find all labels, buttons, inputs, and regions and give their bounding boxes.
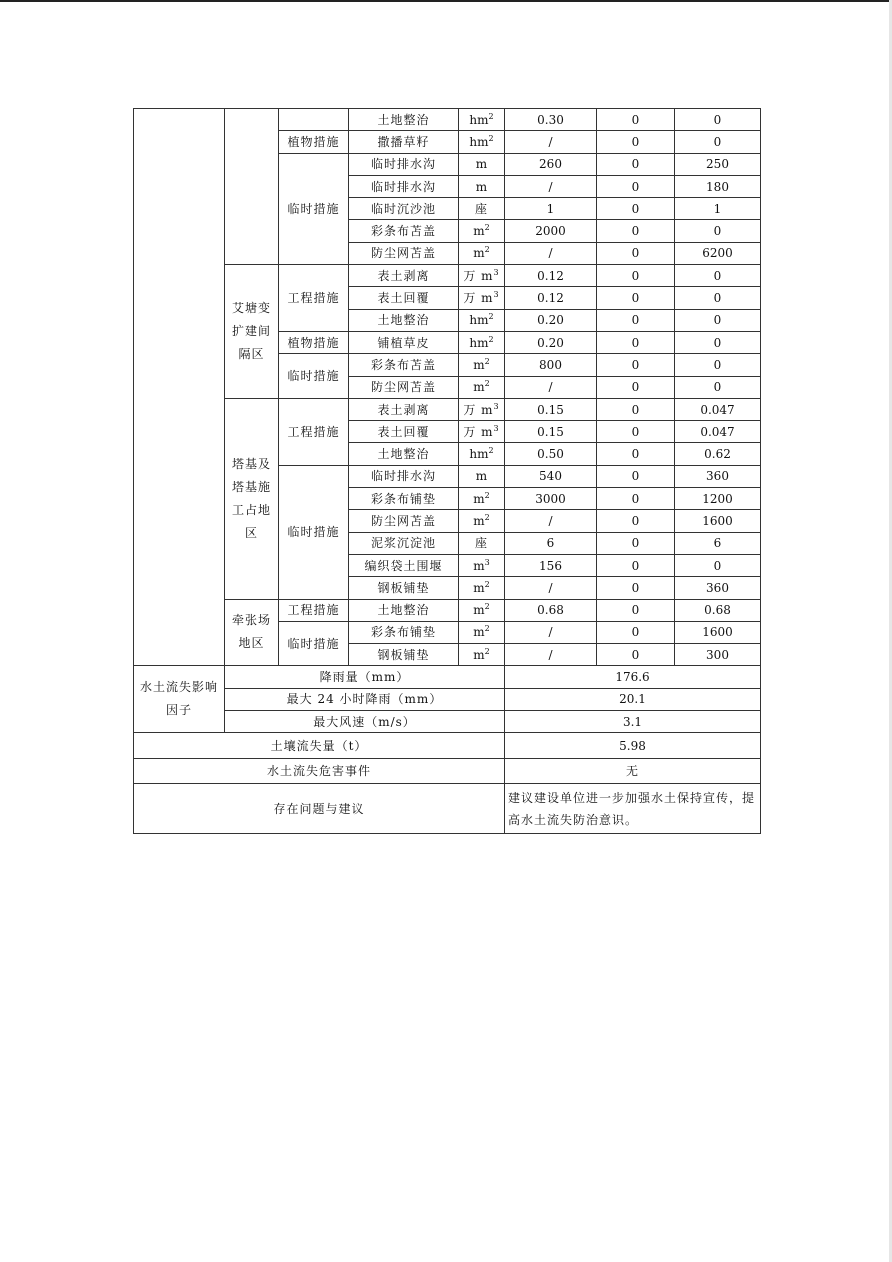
unit-cell: $m^2$ [459,376,505,398]
table-row [134,733,761,759]
design-value: 1 [505,198,597,220]
done-value: 0 [597,242,675,264]
measure-name: 撒播草籽 [349,131,459,153]
total-value: 0 [675,265,761,287]
measure-type-temp: 临时措施 [279,354,349,399]
wind-value: 3.1 [505,711,761,733]
area-aitang: 艾塘变扩建间隔区 [225,265,279,399]
design-value: / [505,242,597,264]
measure-name: 彩条布苫盖 [349,354,459,376]
total-value: 0.68 [675,599,761,621]
done-value: 0 [597,488,675,510]
measure-type-eng: 工程措施 [279,265,349,332]
area-stringing: 牵张场地区 [225,599,279,666]
table-row [134,109,761,131]
done-value: 0 [597,465,675,487]
measure-name: 土地整治 [349,309,459,331]
measure-name: 钢板铺垫 [349,644,459,666]
done-value: 0 [597,644,675,666]
table-row [134,265,761,287]
design-value: 0.15 [505,398,597,420]
done-value: 0 [597,153,675,175]
table-row [134,688,761,710]
unit-cell: $m^3$ [459,554,505,576]
measure-name: 彩条布铺垫 [349,621,459,643]
area-tower: 塔基及塔基施工占地区 [225,398,279,599]
measure-type-temp: 临时措施 [279,621,349,666]
design-value: / [505,621,597,643]
done-value: 0 [597,398,675,420]
design-value: 3000 [505,488,597,510]
unit-cell: 万 $m^3$ [459,398,505,420]
measure-name: 铺植草皮 [349,331,459,353]
design-value: 0.15 [505,421,597,443]
done-value: 0 [597,443,675,465]
measure-name: 临时排水沟 [349,153,459,175]
total-value: 0 [675,131,761,153]
done-value: 0 [597,421,675,443]
total-value: 0.047 [675,421,761,443]
done-value: 0 [597,510,675,532]
total-value: 0 [675,554,761,576]
done-value: 0 [597,220,675,242]
total-value: 0 [675,309,761,331]
measure-name: 土地整治 [349,443,459,465]
design-value: / [505,131,597,153]
table-row [134,758,761,784]
design-value: 0.12 [505,287,597,309]
table-row [134,666,761,688]
unit-cell: m [459,465,505,487]
done-value: 0 [597,175,675,197]
measure-type-veg: 植物措施 [279,331,349,353]
measure-name: 彩条布苫盖 [349,220,459,242]
unit-cell: $hm^2$ [459,131,505,153]
unit-cell: 座 [459,532,505,554]
wind-label: 最大风速（m/s） [225,711,505,733]
measure-name: 表土回覆 [349,287,459,309]
done-value: 0 [597,287,675,309]
total-value: 0 [675,376,761,398]
done-value: 0 [597,532,675,554]
hazard-value: 无 [505,758,761,784]
total-value: 0 [675,331,761,353]
total-value: 1600 [675,621,761,643]
unit-cell: $hm^2$ [459,331,505,353]
design-value: 0.20 [505,309,597,331]
unit-cell: $m^2$ [459,510,505,532]
done-value: 0 [597,354,675,376]
measure-type-cell [279,109,349,131]
unit-cell: $m^2$ [459,621,505,643]
soil-loss-label: 土壤流失量（t） [134,733,505,759]
unit-cell: $m^2$ [459,599,505,621]
total-value: 180 [675,175,761,197]
total-value: 0 [675,354,761,376]
done-value: 0 [597,198,675,220]
total-value: 1200 [675,488,761,510]
unit-cell: $m^2$ [459,488,505,510]
measure-name: 土地整治 [349,109,459,131]
done-value: 0 [597,131,675,153]
total-value: 360 [675,465,761,487]
hazard-label: 水土流失危害事件 [134,758,505,784]
done-value: 0 [597,599,675,621]
total-value: 6200 [675,242,761,264]
unit-cell: $m^2$ [459,220,505,242]
total-value: 1600 [675,510,761,532]
measure-name: 表土剥离 [349,265,459,287]
unit-cell: $hm^2$ [459,109,505,131]
design-value: 0.50 [505,443,597,465]
page-top-border [0,0,892,2]
unit-cell: $m^2$ [459,242,505,264]
done-value: 0 [597,109,675,131]
table-row [134,398,761,420]
measure-name: 彩条布铺垫 [349,488,459,510]
unit-cell: $m^2$ [459,644,505,666]
unit-cell: 万 $m^3$ [459,421,505,443]
measure-type-temp: 临时措施 [279,153,349,264]
measure-name: 防尘网苫盖 [349,242,459,264]
design-value: 2000 [505,220,597,242]
design-value: / [505,577,597,599]
unit-cell: 万 $m^3$ [459,287,505,309]
design-value: / [505,644,597,666]
design-value: 260 [505,153,597,175]
total-value: 0 [675,220,761,242]
design-value: 6 [505,532,597,554]
measure-name: 土地整治 [349,599,459,621]
unit-cell: m [459,153,505,175]
unit-cell: 座 [459,198,505,220]
design-value: 0.12 [505,265,597,287]
measure-type-eng: 工程措施 [279,398,349,465]
total-value: 300 [675,644,761,666]
done-value: 0 [597,621,675,643]
done-value: 0 [597,331,675,353]
measure-name: 防尘网苫盖 [349,510,459,532]
issues-value: 建议建设单位进一步加强水土保持宣传，提高水土流失防治意识。 [505,784,761,834]
soil-conservation-table [133,108,761,834]
design-value: 540 [505,465,597,487]
table-row [134,599,761,621]
design-value: / [505,175,597,197]
total-value: 0.047 [675,398,761,420]
area-cell-continued [225,109,279,265]
total-value: 0 [675,287,761,309]
soil-loss-value: 5.98 [505,733,761,759]
total-value: 360 [675,577,761,599]
unit-cell: $m^2$ [459,577,505,599]
measure-name: 表土回覆 [349,421,459,443]
design-value: / [505,376,597,398]
measure-name: 临时排水沟 [349,175,459,197]
measure-name: 临时排水沟 [349,465,459,487]
measure-type-eng: 工程措施 [279,599,349,621]
total-value: 0 [675,109,761,131]
measure-name: 编织袋土围堰 [349,554,459,576]
done-value: 0 [597,309,675,331]
unit-cell: $m^2$ [459,354,505,376]
table-row [134,711,761,733]
design-value: 0.30 [505,109,597,131]
total-value: 0.62 [675,443,761,465]
total-value: 6 [675,532,761,554]
measure-name: 防尘网苫盖 [349,376,459,398]
measure-name: 钢板铺垫 [349,577,459,599]
done-value: 0 [597,554,675,576]
design-value: 0.68 [505,599,597,621]
total-value: 250 [675,153,761,175]
measure-name: 临时沉沙池 [349,198,459,220]
outer-category-cell [134,109,225,666]
table-row [134,784,761,834]
measure-name: 泥浆沉淀池 [349,532,459,554]
rain-value: 176.6 [505,666,761,688]
max24-label: 最大 24 小时降雨（mm） [225,688,505,710]
measure-type-veg: 植物措施 [279,131,349,153]
design-value: 800 [505,354,597,376]
unit-cell: $hm^2$ [459,443,505,465]
done-value: 0 [597,577,675,599]
design-value: 0.20 [505,331,597,353]
unit-cell: 万 $m^3$ [459,265,505,287]
total-value: 1 [675,198,761,220]
unit-cell: $hm^2$ [459,309,505,331]
unit-cell: m [459,175,505,197]
issues-label: 存在问题与建议 [134,784,505,834]
design-value: 156 [505,554,597,576]
measure-name: 表土剥离 [349,398,459,420]
max24-value: 20.1 [505,688,761,710]
rain-label: 降雨量（mm） [225,666,505,688]
done-value: 0 [597,265,675,287]
factors-label: 水土流失影响因子 [134,666,225,733]
done-value: 0 [597,376,675,398]
design-value: / [505,510,597,532]
measure-type-temp: 临时措施 [279,465,349,599]
